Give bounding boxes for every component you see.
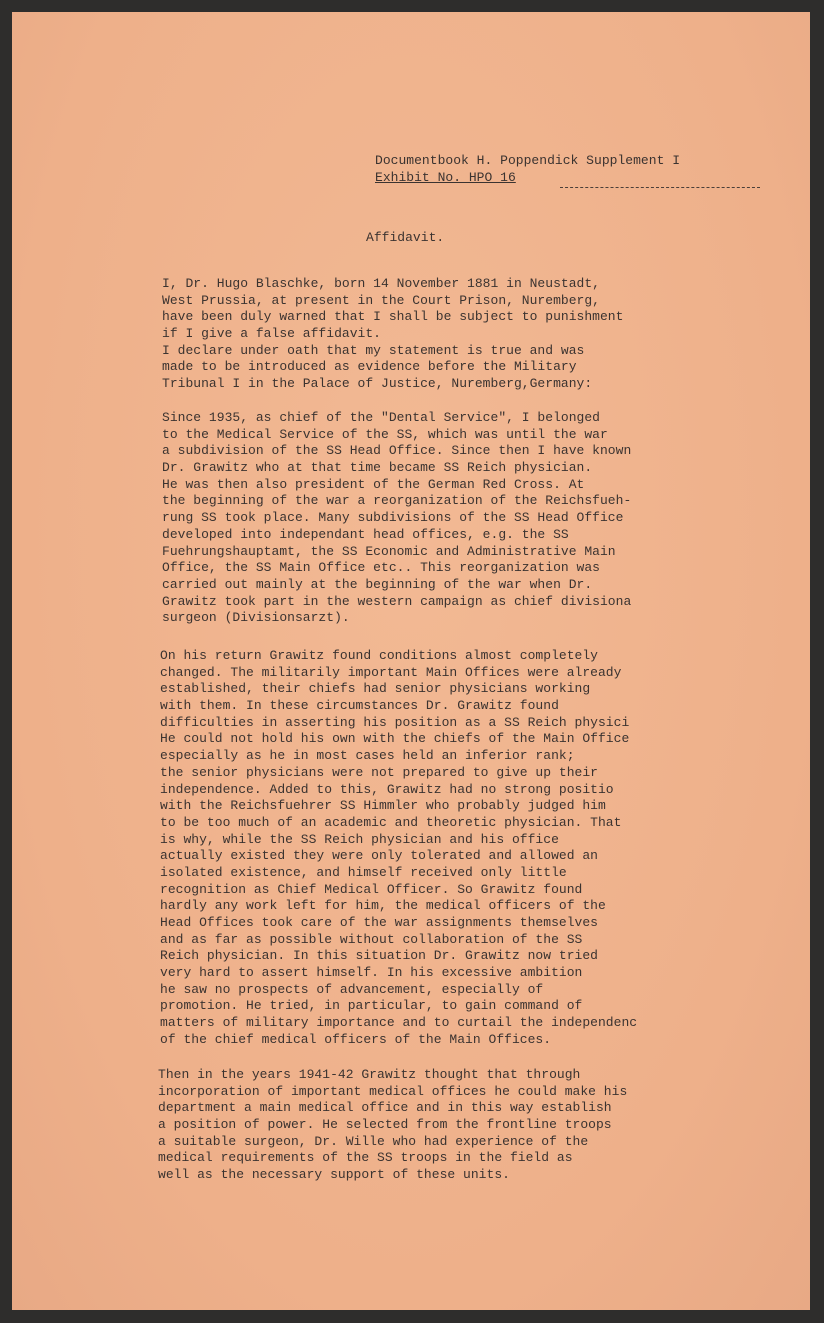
text-line: with them. In these circumstances Dr. Grawitz found	[160, 698, 559, 714]
text-line: independence. Added to this, Grawitz had no strong positio	[160, 781, 614, 797]
text-line: of the chief medical officers of the Main Offices.	[160, 1031, 552, 1047]
text-line: He could not hold his own with the chiefs of the Main Office	[160, 731, 630, 747]
text-line: have been duly warned that I shall be subject to punishment	[162, 309, 624, 325]
text-line: Then in the years 1941-42 Grawitz thought that through	[158, 1067, 581, 1082]
header-underline-divider	[560, 187, 760, 188]
text-line: actually existed they were only tolerated and allowed an	[160, 848, 598, 864]
text-line: Dr. Grawitz who at that time became SS Reich physician.	[162, 460, 593, 476]
text-line: Head Offices took care of the war assignments themselves	[160, 915, 598, 930]
text-line: made to be introduced as evidence before the Military	[162, 359, 577, 375]
text-line: established, their chiefs had senior physicians working	[160, 681, 591, 697]
paragraph-1	[162, 276, 802, 393]
text-line: well as the necessary support of these units.	[158, 1167, 510, 1183]
text-line: the beginning of the war a reorganization of the Reichsfueh-	[162, 493, 632, 509]
text-line: surgeon (Divisionsarzt).	[162, 610, 350, 626]
text-line: promotion. He tried, in particular, to gain command of	[160, 998, 583, 1014]
text-line: to be too much of an academic and theoretic physician. That	[160, 814, 622, 830]
text-line: Grawitz took part in the western campaign as chief divisiona	[162, 593, 632, 609]
text-line: difficulties in asserting his position as a SS Reich physici	[160, 714, 630, 730]
text-line: with the Reichsfuehrer SS Himmler who probably judged him	[160, 798, 606, 814]
text-line: and as far as possible without collaboration of the SS	[160, 931, 583, 947]
text-line: He was then also president of the German Red Cross. At	[162, 476, 585, 492]
text-line: medical requirements of the SS troops in the field as	[158, 1150, 573, 1166]
text-line: recognition as Chief Medical Officer. So Grawitz found	[160, 881, 583, 897]
text-line: a suitable surgeon, Dr. Wille who had experience of the	[158, 1133, 589, 1149]
text-line: Since 1935, as chief of the "Dental Service", I belonged	[162, 410, 600, 425]
documentbook-reference: Documentbook H. Poppendick Supplement I	[375, 153, 681, 168]
text-line: On his return Grawitz found conditions almost completely	[160, 648, 598, 663]
text-line: matters of military importance and to curtail the independenc	[160, 1015, 638, 1031]
text-line: changed. The militarily important Main Offices were already	[160, 664, 622, 680]
text-line: especially as he in most cases held an inferior rank;	[160, 748, 575, 764]
text-line: very hard to assert himself. In his excessive ambition	[160, 965, 583, 981]
text-line: rung SS took place. Many subdivisions of the SS Head Office	[162, 510, 624, 526]
text-line: West Prussia, at present in the Court Prison, Nuremberg,	[162, 292, 600, 308]
text-line: department a main medical office and in this way establish	[158, 1100, 612, 1116]
text-line: developed into independant head offices, e.g. the SS	[162, 526, 569, 542]
text-line: if I give a false affidavit.	[162, 326, 381, 342]
paragraph-4	[158, 1067, 798, 1184]
text-line: he saw no prospects of advancement, especially of	[160, 981, 544, 997]
text-line: a subdivision of the SS Head Office. Since then I have known	[162, 443, 632, 459]
text-line: I declare under oath that my statement is true and was	[162, 342, 585, 358]
text-line: the senior physicians were not prepared to give up their	[160, 764, 598, 780]
document-header	[375, 153, 795, 186]
text-line: carried out mainly at the beginning of the war when Dr.	[162, 576, 593, 592]
document-title: Affidavit.	[366, 230, 445, 245]
paragraph-3	[160, 648, 800, 1049]
text-line: Fuehrungshauptamt, the SS Economic and Administrative Main	[162, 543, 616, 559]
text-line: isolated existence, and himself received only little	[160, 864, 567, 880]
text-line: hardly any work left for him, the medical officers of the	[160, 898, 606, 914]
paragraph-2	[162, 410, 802, 627]
text-line: incorporation of important medical offices he could make his	[158, 1083, 628, 1099]
text-line: Reich physician. In this situation Dr. Grawitz now tried	[160, 948, 598, 964]
text-line: a position of power. He selected from the frontline troops	[158, 1117, 612, 1133]
text-line: Office, the SS Main Office etc.. This reorganization was	[162, 560, 600, 576]
document-page	[12, 12, 810, 1310]
text-line: I, Dr. Hugo Blaschke, born 14 November 1881 in Neustadt,	[162, 276, 600, 291]
exhibit-number: Exhibit No. HPO 16	[375, 169, 516, 185]
text-line: to the Medical Service of the SS, which was until the war	[162, 426, 608, 442]
text-line: Tribunal I in the Palace of Justice, Nuremberg,Germany:	[162, 376, 593, 392]
text-line: is why, while the SS Reich physician and his office	[160, 831, 559, 847]
